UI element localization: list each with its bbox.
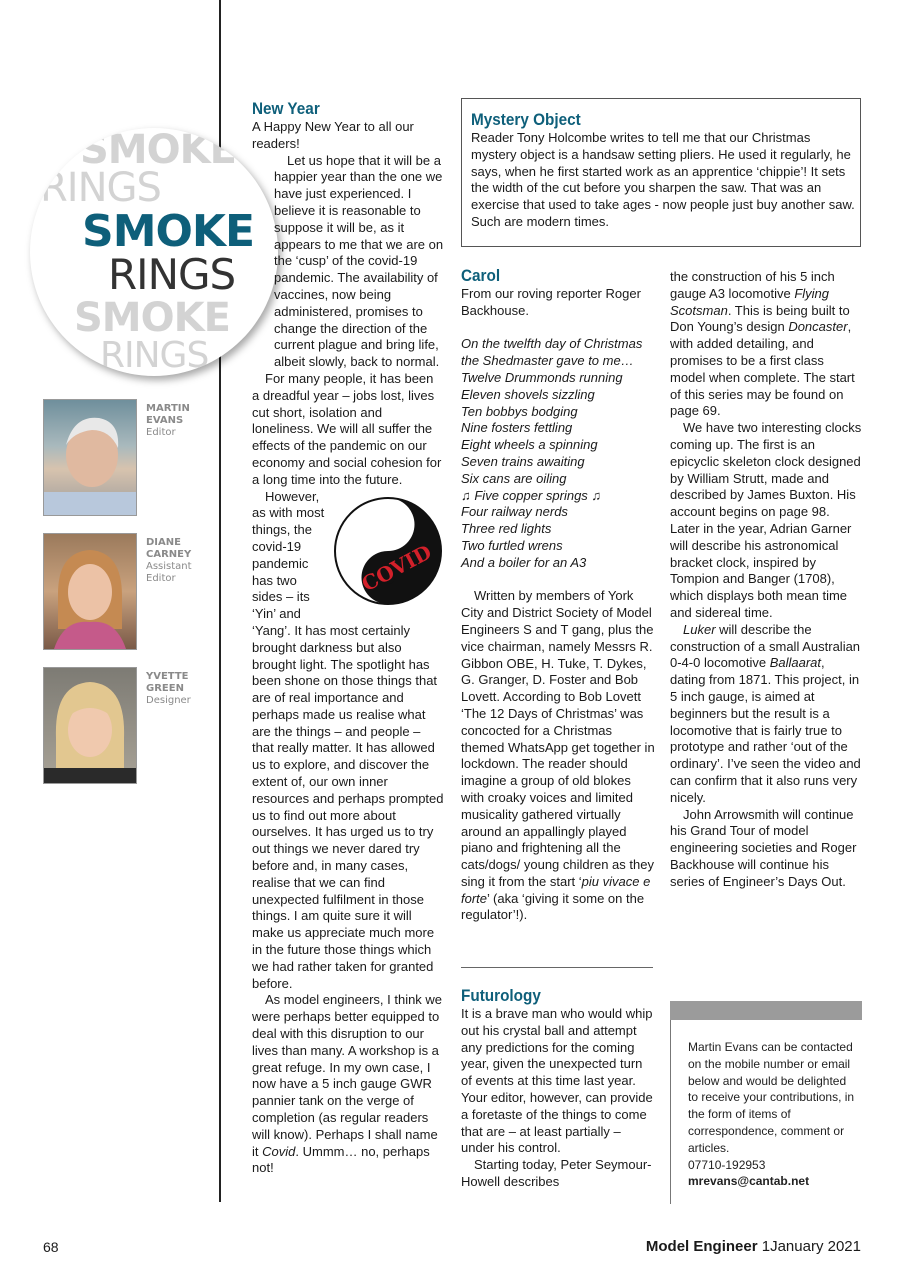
logo-ghost-word: RINGS <box>40 165 161 211</box>
verse-line: the Shedmaster gave to me… <box>461 353 634 369</box>
paragraph <box>252 992 444 1177</box>
verse-line: Six cans are oiling <box>461 470 567 486</box>
staff-last-name: CARNEY <box>146 549 192 560</box>
avatar <box>43 667 137 784</box>
mystery-object-box <box>461 98 861 247</box>
text-span: As model engineers, I think we were perhaps better equipped to deal with this disruption to our lives than many. A workshop is a great refuge. In my own case, I now have a 5 inch gauge GWR pannier tank on the verge of completion (as regular readers will know). Perhaps I shall name it <box>252 992 443 1159</box>
article-new-year <box>252 99 444 1177</box>
staff-first-name: YVETTE <box>146 671 189 682</box>
verse-line: Nine fosters fettling <box>461 420 573 436</box>
paragraph: From our roving reporter Roger Backhouse. <box>461 286 641 318</box>
verse-line: On the twelfth day of Christmas <box>461 336 643 352</box>
verse-line: Two furtled wrens <box>461 537 563 553</box>
staff-first-name: MARTIN <box>146 403 190 414</box>
text-span: Flying Scotsman <box>670 285 829 318</box>
staff-role: Editor <box>146 427 176 438</box>
verse-line: And a boiler for an A3 <box>461 554 587 570</box>
avatar <box>43 399 137 516</box>
text-span: . This is being built to Don Young’s design <box>670 302 850 335</box>
contact-header-bar <box>670 1001 862 1020</box>
text-span: will describe the construction of a small Australian 0-4-0 locomotive <box>670 621 861 671</box>
staff-role: Assistant Editor <box>146 561 192 584</box>
text-span: Luker <box>683 621 716 637</box>
text-span: Ballaarat <box>769 655 822 671</box>
paragraph: Let us hope that it will be a happier year than the one we have just experienced. I believe it is reasonable to suppose it will be, as it appears to me that we are on the ‘cusp’ of the covid-19 pandemic. The availability of vaccines, now being administered, promises to change the direction of the current plague and bring life, albeit slowly, back to normal. <box>274 152 444 370</box>
paragraph: A Happy New Year to all our readers! <box>252 119 414 151</box>
text-span: Covid <box>262 1143 296 1159</box>
paragraph: Reader Tony Holcombe writes to tell me that our Christmas mystery object is a handsaw setting pliers. He used it regularly, he says, when he first started work as an apprentice ‘chippie’! It sets the width of the cut before you sharpen the saw. That was an exercise that used to take ages - now people just buy another saw. Such are modern times. <box>471 130 855 229</box>
verse-line: Seven trains awaiting <box>461 453 585 469</box>
staff-last-name: EVANS <box>146 415 184 426</box>
magazine-footer <box>646 1238 861 1255</box>
text-span: Doncaster <box>788 319 848 335</box>
logo-ghost-word: SMOKE <box>80 128 236 173</box>
logo-title: SMOKE <box>82 206 255 257</box>
covid-yin-yang-graphic <box>332 495 450 607</box>
verse-line: ♫ Five copper springs ♫ <box>461 487 602 503</box>
verse-line: Four railway nerds <box>461 504 568 520</box>
section-divider <box>461 967 653 968</box>
carol-verse <box>461 336 655 571</box>
contact-email: mrevans@cantab.net <box>688 1174 810 1189</box>
covid-label: COVID <box>357 539 436 596</box>
paragraph: John Arrowsmith will continue his Grand Tour of model engineering societies and Roger Backhouse will continue his series of Engineer’s Days Out. <box>670 806 857 889</box>
verse-line: Twelve Drummonds running <box>461 369 623 385</box>
avatar <box>43 533 137 650</box>
logo-ghost-word: RINGS <box>100 335 209 376</box>
paragraph: We have two interesting clocks coming up. The first is an epicyclic skeleton clock designed by William Strutt, made and described by James Buxton. His account begins on page 98. Later in the year, Adrian Garner will describe his astronomical bracket clock, inspired by Tompion and Banger (1708), which displays both mean time and sidereal time. <box>670 420 862 620</box>
section-heading: Mystery Object <box>471 110 581 129</box>
verse-line: Eleven shovels sizzling <box>461 386 595 402</box>
paragraph <box>461 588 655 924</box>
text-span: , dating from 1871. This project, in 5 inch gauge, is aimed at beginners but the result is a locomotive that is fairly true to prototype and rather ‘out of the ordinary’. I’ve seen the video and can confirm that it also runs very nicely. <box>670 655 861 805</box>
text-span: ’ (aka ‘giving it some on the regulator’!). <box>461 890 645 923</box>
article-carol <box>461 266 655 924</box>
text-span: . Ummm… no, perhaps not! <box>252 1143 430 1176</box>
paragraph <box>670 269 862 420</box>
verse-line: Ten bobbys bodging <box>461 403 578 419</box>
text-span: Written by members of York City and District Society of Model Engineers S and T gang, plus the vice chairman, namely Messrs R. Gibbon OBE, H. Tuke, T. Dykes, G. Granger, D. Foster and Bob Lovett. According to Bob Lovett ‘The 12 Days of Christmas’ was concocted for a Christmas themed WhatsApp get together in lockdown. The reader should imagine a group of old blokes with croaky voices and limited musicality gathered virtually around an appallingly played piano and frightening all the cats/dogs/ young children as they sing it from the start ‘ <box>461 588 655 889</box>
logo-ghost-word: SMOKE <box>74 295 230 341</box>
paragraph <box>670 622 862 807</box>
paragraph: For many people, it has been a dreadful year – jobs lost, lives cut short, isolation and loneliness. We will all suffer the effects of the pandemic on our economy and social cohesion for a long time into the future. <box>252 370 442 487</box>
verse-line: Eight wheels a spinning <box>461 437 598 453</box>
article-futurology <box>461 986 655 1191</box>
staff-role: Designer <box>146 695 191 706</box>
text-span: , with added detailing, and promises to be a first class model when complete. The start of this series may be found on page 69. <box>670 319 855 419</box>
section-heading: Futurology <box>461 986 541 1005</box>
section-heading: Carol <box>461 266 501 285</box>
staff-first-name: DIANE <box>146 537 181 548</box>
section-heading: New Year <box>252 99 320 118</box>
paragraph: However, as with most things, the covid-19 pandemic has two sides – its ‘Yin’ and ‘Yang’. It has most certainly brought darkness but also brought light. The spotlight has been shone on those things that are of real importance and perhaps made us realise what are the things – and people – that really matter. It has allowed us to explore, and discover the extent of, our own inner resources and perhaps prompted us to find out more about ourselves. It has urged us to try out things we never dared try before and, in many cases, realise that we can find unexpected fulfilment in those things. I am quite sure it will make us appreciate much more in the future those things which we had rather taken for granted before. <box>252 488 444 991</box>
logo-subtitle: RINGS <box>108 250 236 299</box>
paragraph: Starting today, Peter Seymour-Howell describes <box>461 1157 652 1189</box>
article-continuation <box>670 269 862 890</box>
contact-box <box>688 1039 858 1190</box>
contact-phone: 07710-192953 <box>688 1157 766 1172</box>
text-span: the construction of his 5 inch gauge A3 locomotive <box>670 269 835 301</box>
issue-date: 1January 2021 <box>761 1238 861 1255</box>
mystery-object-content <box>471 110 856 231</box>
verse-line: Three red lights <box>461 521 552 537</box>
paragraph: It is a brave man who would whip out his crystal ball and attempt any predictions for the coming year, given the unexpected turn of events at this time last year. Your editor, however, can provide a foretaste of the things to come that are – at least partially – under his control. <box>461 1006 653 1156</box>
contact-divider <box>670 1020 671 1204</box>
contact-text: Martin Evans can be contacted on the mobile number or email below and would be delighted to receive your contributions, in the form of items of correspondence, comment or articles. <box>688 1040 855 1155</box>
staff-last-name: GREEN <box>146 683 184 694</box>
text-span: piu vivace e forte <box>461 873 651 906</box>
page-number: 68 <box>43 1239 59 1255</box>
magazine-name: Model Engineer <box>645 1238 758 1255</box>
smoke-rings-logo <box>30 128 278 376</box>
